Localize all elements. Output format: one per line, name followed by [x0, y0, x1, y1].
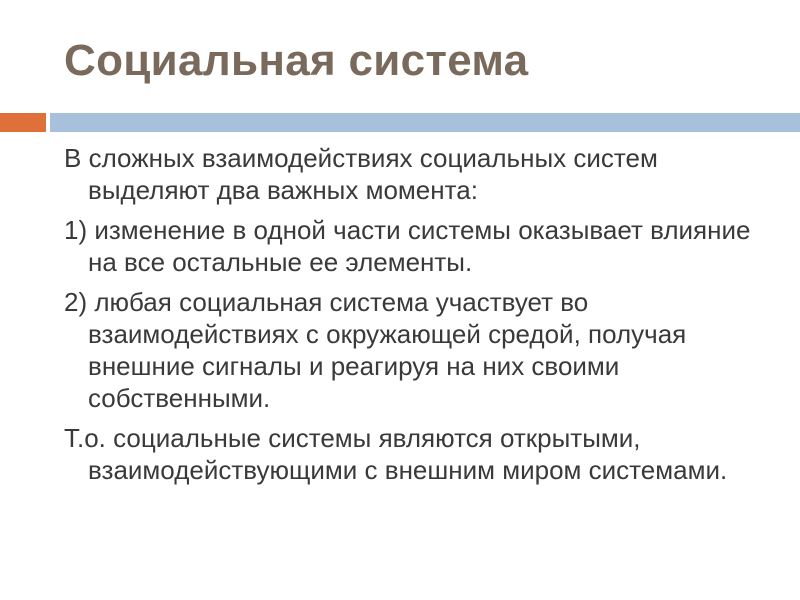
body-paragraph: Т.о. социальные системы являются открытыми, взаимодействующими с внешним миром системами.: [64, 423, 728, 485]
slide-title: Социальная система: [64, 36, 529, 85]
body-paragraph: В сложных взаимодействиях социальных систем выделяют два важных момента:: [64, 143, 658, 205]
accent-bar-orange: [0, 113, 46, 132]
accent-bar-blue: [50, 113, 800, 132]
slide-body: [64, 142, 776, 494]
body-paragraph: 2) любая социальная система участвует во взаимодействиях с окружающей средой, получая внешние сигналы и реагируя на них своими собственными.: [64, 287, 687, 413]
body-paragraph: 1) изменение в одной части системы оказывает влияние на все остальные ее элементы.: [64, 215, 751, 277]
